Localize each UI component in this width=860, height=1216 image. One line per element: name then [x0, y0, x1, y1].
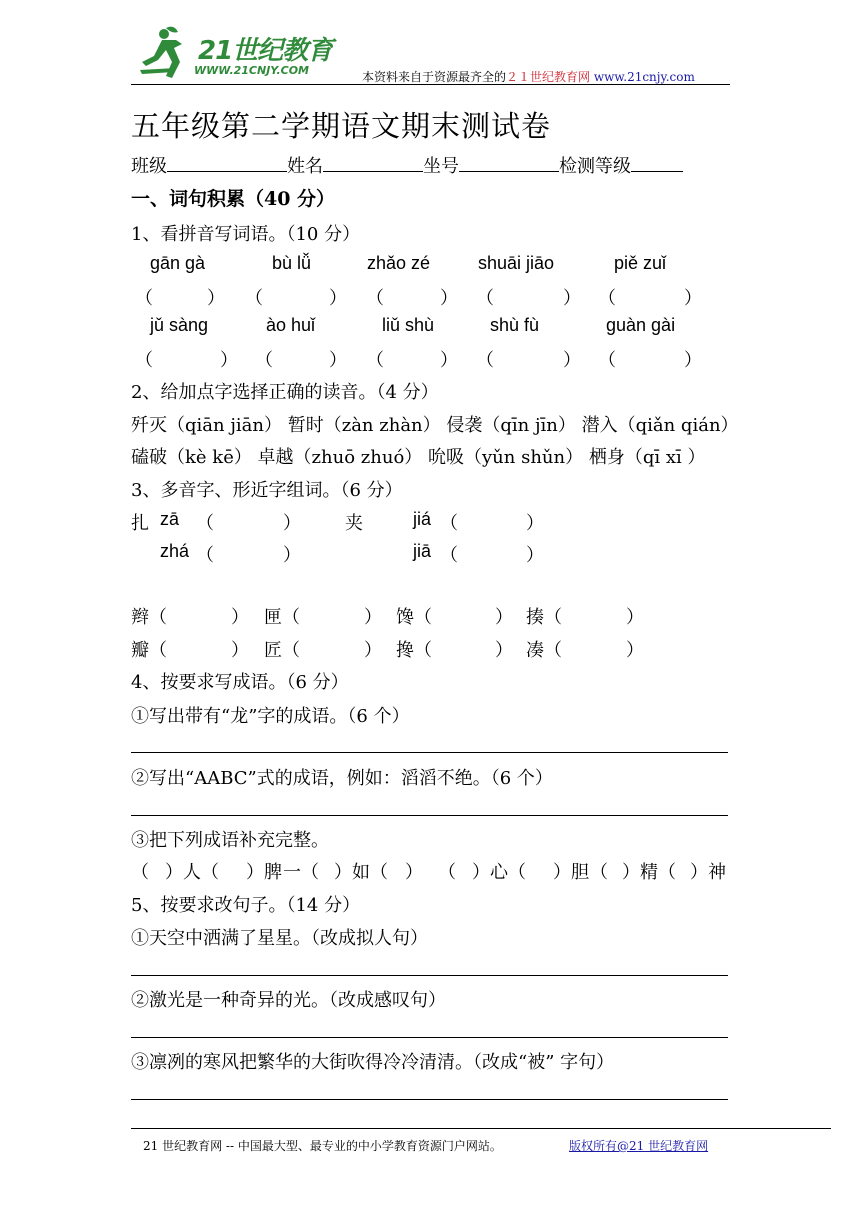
q4-sub-1: ①写出带有“龙”字的成语。（6 个）	[131, 706, 410, 727]
info-line: 班级 姓名 坐号 检测等级	[131, 152, 731, 178]
q4-label: 4、按要求写成语。（6 分）	[131, 672, 349, 693]
pinyin-item: jǔ sàng	[150, 315, 209, 335]
pinyin-item: guàn gài	[606, 315, 676, 335]
q2-line-2: 磕破（kè kē） 卓越（zhuō zhuó） 吮吸（yǔn shǔn） 栖身（qī xī ）	[131, 447, 706, 468]
pinyin-item: liǔ shù	[382, 315, 435, 335]
page-title: 五年级第二学期语文期末测试卷	[131, 109, 552, 143]
section-heading: 一、词句积累（40 分）	[131, 188, 336, 210]
answer-line[interactable]	[131, 1099, 728, 1100]
name-blank[interactable]	[323, 155, 423, 172]
site-url[interactable]: www.21cnjy.com	[593, 70, 695, 84]
q5-sub-3: ③凛冽的寒风把繁华的大街吹得冷冷清清。（改成“被” 字句）	[131, 1052, 615, 1073]
pinyin-item: gān gà	[150, 253, 206, 273]
answer-line[interactable]	[131, 975, 728, 976]
runner-logo-icon	[136, 22, 196, 80]
pinyin-item: zhǎo zé	[367, 253, 431, 273]
answer-line[interactable]	[131, 752, 728, 753]
header-rule	[131, 84, 730, 85]
q2-line-1: 歼灭（qiān jiān） 暂时（zàn zhàn） 侵袭（qīn jīn） 潜入（qiǎn qián）	[131, 415, 739, 436]
q1-label: 1、看拼音写词语。（10 分）	[131, 224, 361, 245]
q5-sub-2: ②激光是一种奇异的光。（改成感叹句）	[131, 990, 446, 1011]
header-note: 本资料来自于资源最齐全的２１世纪教育网 www.21cnjy.com	[362, 70, 695, 84]
q2-label: 2、给加点字选择正确的读音。（4 分）	[131, 382, 439, 403]
footer-left: 21 世纪教育网 -- 中国最大型、最专业的中小学教育资源门户网站。	[143, 1139, 502, 1153]
pinyin-item: shù fù	[490, 315, 540, 335]
footer-rule	[131, 1128, 831, 1129]
logo-text: 21世纪教育	[198, 36, 333, 66]
pinyin-item: piě zuǐ	[614, 253, 667, 273]
grade-blank[interactable]	[631, 155, 683, 172]
pinyin-item: ào huǐ	[266, 315, 316, 335]
q5-sub-1: ①天空中洒满了星星。（改成拟人句）	[131, 928, 428, 949]
answer-line[interactable]	[131, 815, 728, 816]
footer-copyright-link[interactable]: 版权所有@21 世纪教育网	[569, 1139, 709, 1153]
pinyin-item: shuāi jiāo	[478, 253, 555, 273]
class-blank[interactable]	[167, 155, 287, 172]
q5-label: 5、按要求改句子。（14 分）	[131, 895, 361, 916]
seat-blank[interactable]	[459, 155, 559, 172]
logo	[136, 22, 336, 82]
q4-sub-3: ③把下列成语补充完整。	[131, 830, 329, 851]
q3-label: 3、多音字、形近字组词。（6 分）	[131, 480, 403, 501]
logo-url: WWW.21CNJY.COM	[194, 64, 309, 77]
q4-sub-2: ②写出“AABC”式的成语，例如：滔滔不绝。（6 个）	[131, 768, 553, 789]
exam-page: 21世纪教育 WWW.21CNJY.COM 本资料来自于资源最齐全的２１世纪教育网 www.21cnjy.com 五年级第二学期语文期末测试卷 班级 姓名 坐号 检测等级 一、词句积累（40 分） 1、看拼音写词语。（10 分） gān gà bù lǚ zhǎo zé shuāi jiāo piě zuǐ （ ） （ ） （ ） （ ） （ ） jǔ sàng ào huǐ liǔ shù shù fù guàn gài （ ） （ ） （ ） （ ） （ ） 2、给加点字选择正确的读音。（4 分） 歼灭（qiān jiān） 暂时（zàn zhàn） 侵袭（qīn jīn） 潜入（qiǎn qián） 磕破（kè kē） 卓越（zhuō zhuó） 吮吸（yǔn shǔn） 栖身（qī xī ） 3、多音字、形近字组词。（6 分） 扎 zā （ ） 夹 jiá （ ） zhá （ ） jiā （ ） 辫（ ） 匣（ ） 馋（ ） 揍（ ） 瓣（ ） 匠（ ） 搀（ ） 凑（ ） 4、按要求写成语。（6 分） ①写出带有“龙”字的成语。（6 个） ②写出“AABC”式的成语，例如：滔滔不绝。（6 个） ③把下列成语补充完整。 （ ）人（ ）脾 一（ ）如（ ） （ ）心（ ）胆 （ ）精（ ）神 5、按要求改句子。（14 分） ①天空中洒满了星星。（改成拟人句） ②激光是一种奇异的光。（改成感叹句） ③凛冽的寒风把繁华的大街吹得冷冷清清。（改成“被” 字句） 21 世纪教育网 -- 中国最大型、最专业的中小学教育资源门户网站。 版权所有@21 世纪教育网	[0, 0, 860, 1216]
brand-link[interactable]: ２１世纪教育网	[506, 70, 591, 84]
answer-line[interactable]	[131, 1037, 728, 1038]
pinyin-item: bù lǚ	[272, 253, 312, 273]
